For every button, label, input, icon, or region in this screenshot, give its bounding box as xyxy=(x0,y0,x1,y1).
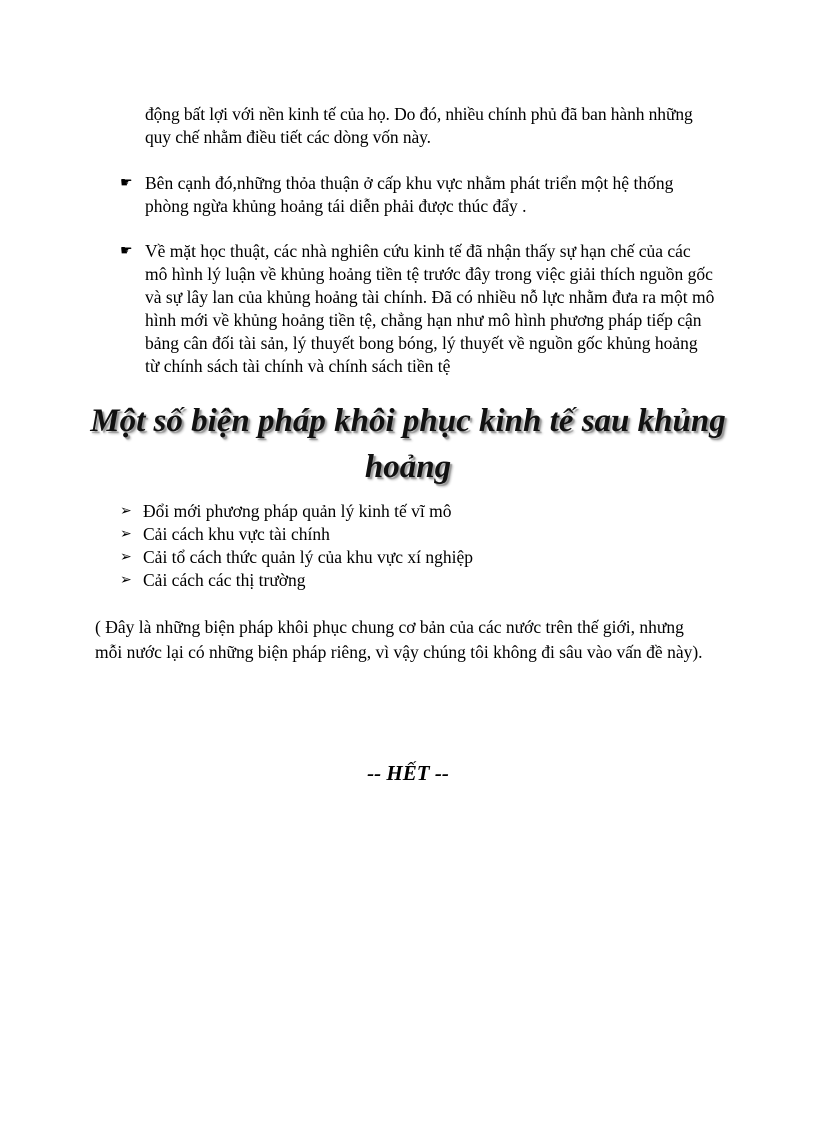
bullet-text: Bên cạnh đó,những thỏa thuận ở cấp khu vực nhằm phát triển một hệ thống phòng ngừa khủng hoảng tái diễn phải được thúc đẩy . xyxy=(145,173,674,216)
arrow-bullet-icon: ➢ xyxy=(120,549,132,565)
arrow-bullet-icon: ➢ xyxy=(120,526,132,542)
measures-list xyxy=(120,500,680,592)
list-item xyxy=(120,523,680,546)
continuation-paragraph: động bất lợi với nền kinh tế của họ. Do đó, nhiều chính phủ đã ban hành những quy chế nhằm điều tiết các dòng vốn này. xyxy=(145,104,693,147)
bullet-text: Về mặt học thuật, các nhà nghiên cứu kinh tế đã nhận thấy sự hạn chế của các mô hình lý luận về khủng hoảng tiền tệ trước đây trong việc giải thích nguồn gốc và sự lây lan của khủng hoảng tài chính. Đã có nhiều nỗ lực nhằm đưa ra một mô hình mới về khủng hoảng tiền tệ, chẳng hạn như mô hình phương pháp tiếp cận bảng cân đối tài sản, lý thuyết bong bóng, lý thuyết về nguồn gốc khủng hoảng từ chính sách tài chính và chính sách tiền tệ xyxy=(145,241,715,376)
measure-text: Cải tổ cách thức quản lý của khu vực xí nghiệp xyxy=(143,547,473,567)
end-mark: -- HẾT -- xyxy=(367,761,449,785)
pointing-hand-icon: ☛ xyxy=(120,175,133,191)
list-item xyxy=(120,500,680,523)
pointing-hand-icon: ☛ xyxy=(120,243,133,259)
section-heading: Một số biện pháp khôi phục kinh tế sau khủng hoảng xyxy=(90,403,726,485)
measure-text: Cải cách khu vực tài chính xyxy=(143,524,330,544)
measure-text: Cải cách các thị trường xyxy=(143,570,306,590)
list-item xyxy=(120,569,680,592)
arrow-bullet-icon: ➢ xyxy=(120,572,132,588)
closing-note: ( Đây là những biện pháp khôi phục chung cơ bản của các nước trên thế giới, nhưng mỗi nước lại có những biện pháp riêng, vì vậy chúng tôi không đi sâu vào vấn đề này). xyxy=(95,617,703,662)
list-item xyxy=(120,546,680,569)
measure-text: Đổi mới phương pháp quản lý kinh tế vĩ mô xyxy=(143,501,452,521)
arrow-bullet-icon: ➢ xyxy=(120,503,132,519)
